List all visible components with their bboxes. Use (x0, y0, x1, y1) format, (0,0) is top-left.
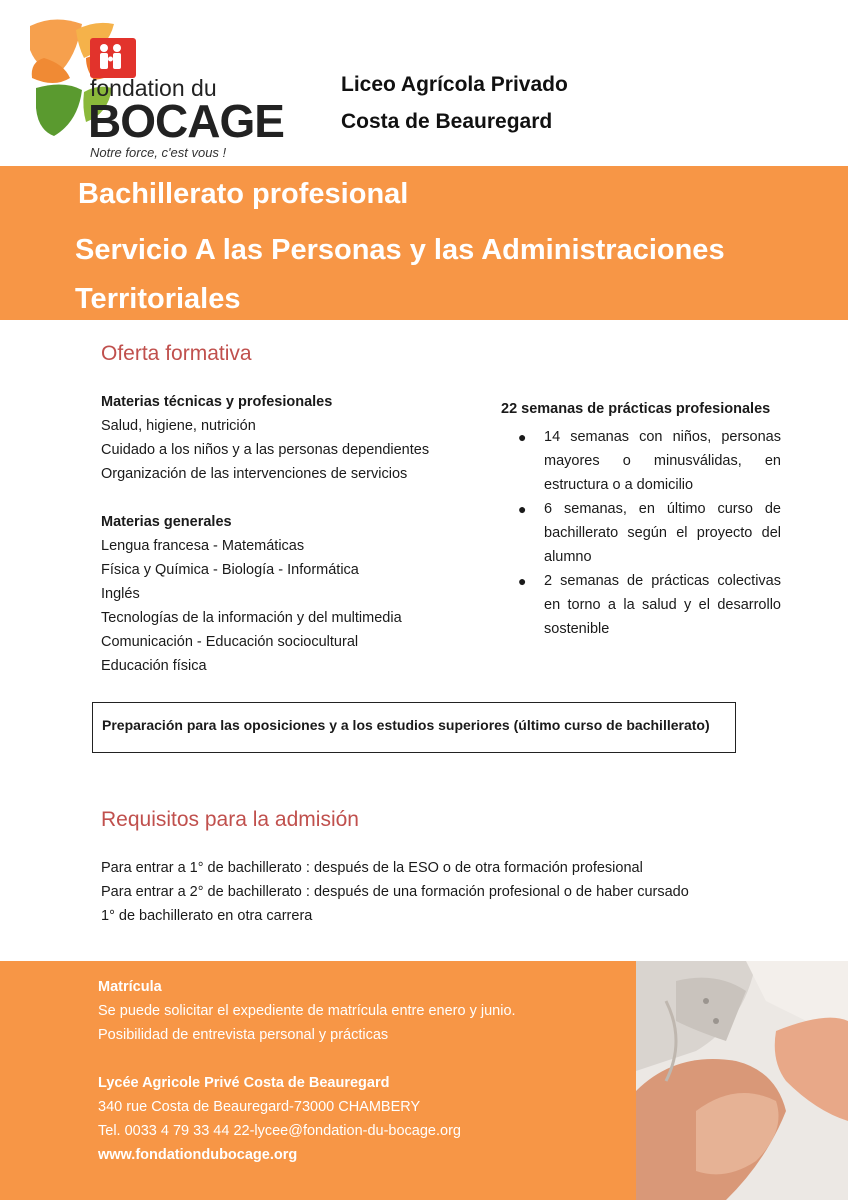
hands-photo (636, 961, 848, 1200)
practicas-list (501, 425, 781, 641)
list-item: Lengua francesa - Matemáticas (101, 538, 305, 554)
requisitos-text (101, 856, 751, 928)
svg-text:fondation du: fondation du (90, 75, 217, 101)
fondation-bocage-logo (24, 18, 302, 166)
list-item: Cuidado a los niños y a las personas dependientes (101, 442, 430, 458)
bullet-icon: ● (518, 429, 527, 445)
svg-text:BOCAGE: BOCAGE (88, 95, 284, 147)
requisitos-heading: Requisitos para la admisión (101, 808, 359, 831)
list-item: Organización de las intervenciones de servicios (101, 466, 408, 482)
lycee-name: Lycée Agricole Privé Costa de Beauregard (98, 1075, 390, 1091)
list-item: ● 6 semanas, en último curso de bachillerato según el proyecto del alumno (501, 497, 781, 569)
matricula-line: Posibilidad de entrevista personal y prácticas (98, 1027, 389, 1043)
hands-photo-graphic (636, 961, 848, 1200)
tecnicas-title: Materias técnicas y profesionales (101, 394, 333, 410)
list-item: Inglés (101, 586, 140, 602)
school-name-line2: Costa de Beauregard (341, 110, 553, 133)
program-subtitle: Servicio A las Personas y las Administraciones Territoriales (75, 234, 725, 315)
requisito-line: 1° de bachillerato en otra carrera (101, 908, 313, 924)
preparacion-box: Preparación para las oposiciones y a los estudios superiores (último curso de bachillerato) (92, 702, 736, 753)
address: 340 rue Costa de Beauregard-73000 CHAMBERY (98, 1099, 421, 1115)
practicas-title: 22 semanas de prácticas profesionales (501, 401, 771, 417)
bullet-icon: ● (518, 501, 527, 517)
contact[interactable]: Tel. 0033 4 79 33 44 22-lycee@fondation-du-bocage.org (98, 1123, 461, 1139)
logo-graphic (24, 18, 302, 166)
list-item: Salud, higiene, nutrición (101, 418, 256, 434)
list-item: ● 14 semanas con niños, personas mayores o minusválidas, en estructura o a domicilio (501, 425, 781, 497)
practicas-column (501, 397, 781, 641)
title-band (0, 166, 848, 320)
generales-title: Materias generales (101, 514, 232, 530)
list-item: ● 2 semanas de prácticas colectivas en torno a la salud y el desarrollo sostenible (501, 569, 781, 641)
school-name-line1: Liceo Agrícola Privado (341, 73, 568, 96)
svg-text:Notre force, c'est vous !: Notre force, c'est vous ! (90, 145, 227, 160)
footer-info (98, 975, 618, 1167)
program-title: Bachillerato profesional (78, 178, 409, 210)
list-item: Física y Química - Biología - Informática (101, 562, 359, 578)
requisito-line: Para entrar a 2° de bachillerato : después de una formación profesional o de haber cursado (101, 884, 689, 900)
school-name (341, 66, 568, 140)
list-item: Educación física (101, 658, 207, 674)
requisito-line: Para entrar a 1° de bachillerato : después de la ESO o de otra formación profesional (101, 860, 643, 876)
list-item: Comunicación - Educación sociocultural (101, 634, 359, 650)
materias-column (101, 390, 481, 678)
matricula-line: Se puede solicitar el expediente de matrícula entre enero y junio. (98, 1003, 516, 1019)
oferta-heading: Oferta formativa (101, 342, 252, 365)
list-item: Tecnologías de la información y del multimedia (101, 610, 402, 626)
bullet-icon: ● (518, 573, 527, 589)
matricula-title: Matrícula (98, 979, 162, 995)
website-link[interactable]: www.fondationdubocage.org (98, 1147, 298, 1163)
